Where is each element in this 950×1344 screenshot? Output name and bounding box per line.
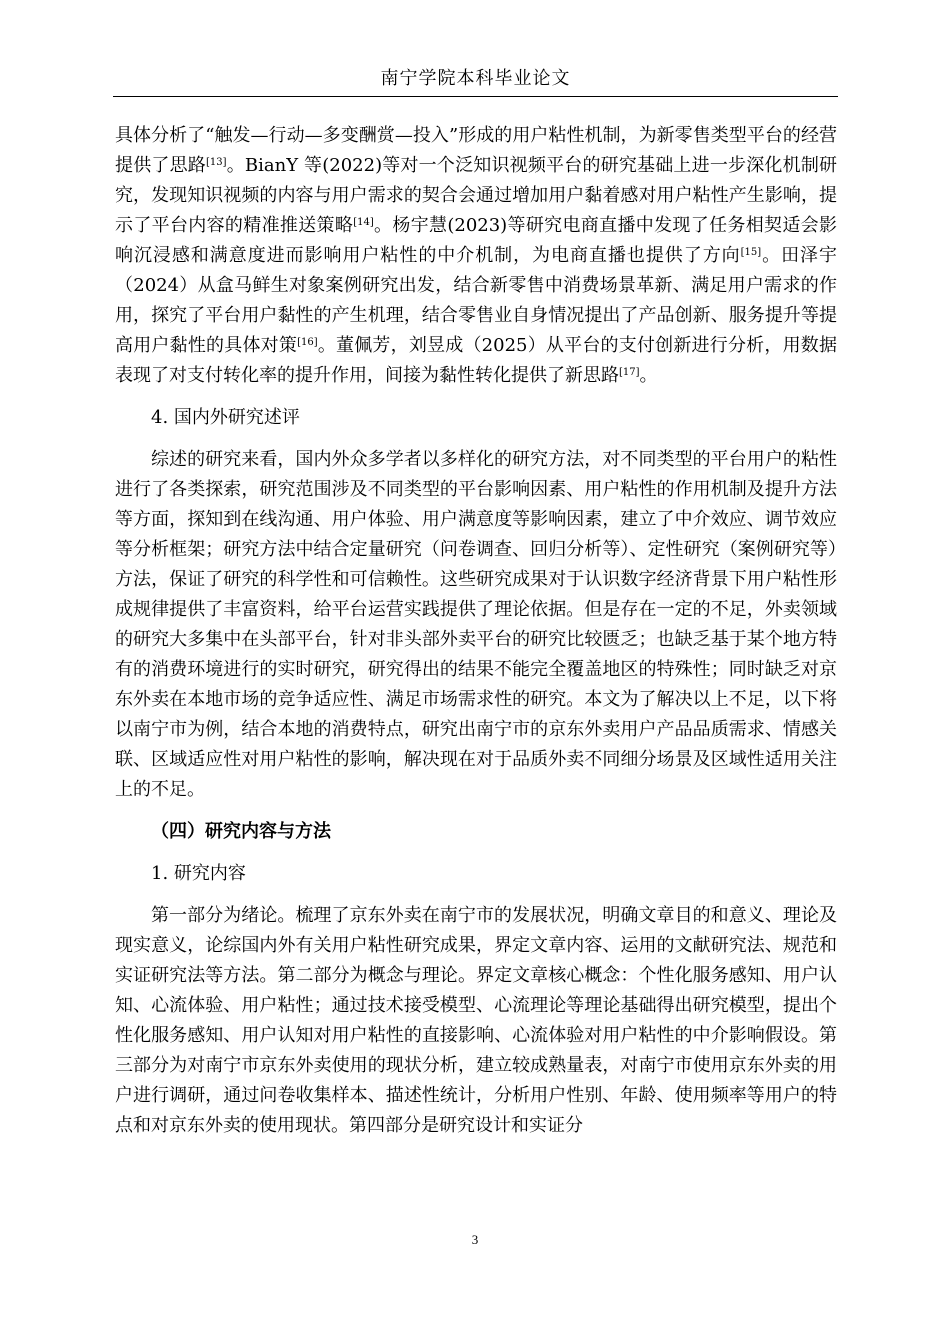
text-segment: 。 — [639, 365, 658, 386]
citation-marker: [15] — [740, 247, 762, 258]
subheading-research-content: 1. 研究内容 — [151, 863, 246, 884]
body-text — [115, 121, 837, 1141]
text-segment: 具体分析了“触发—行动—多变酬赏—投入”形成的用户粘性机制，为新零售类型平台的经营提供了思路 — [115, 125, 837, 176]
citation-marker: [17] — [619, 367, 640, 378]
paragraph-research-content: 第一部分为绪论。梳理了京东外卖在南宁市的发展状况，明确文章目的和意义、理论及现实意义，论综国内外有关用户粘性研究成果，界定文章内容、运用的文献研究法、规范和实证研究法等方法。第二部分为概念与理论。界定文章核心概念：个性化服务感知、用户认知、心流体验、用户粘性；通过技术接受模型、心流理论等理论基础得出研究模型，提出个性化服务感知、用户认知对用户粘性的直接影响、心流体验对用户粘性的中介影响假设。第三部分为对南宁市京东外卖使用的现状分析，建立较成熟量表，对南宁市使用京东外卖的用户进行调研，通过问卷收集样本、描述性统计，分析用户性别、年龄、使用频率等用户的特点和对京东外卖的使用现状。第四部分是研究设计和实证分 — [115, 905, 837, 1136]
header-rule — [113, 96, 838, 97]
citation-marker: [16] — [297, 337, 318, 348]
citation-marker: [14] — [353, 217, 374, 228]
text-segment: 。杨宇慧(2023)等研究电商直播中发现了任务相契适会影响沉浸感和满意度进而影响用户粘性的中介机制，为电商直播也提供了方向 — [115, 215, 838, 266]
page-number: 3 — [471, 1232, 479, 1247]
subheading-review-summary: 4. 国内外研究述评 — [151, 407, 300, 428]
section-heading-research-content-methods: （四）研究内容与方法 — [151, 821, 331, 842]
text-segment: 。田泽宇（2024）从盒马鲜生对象案例研究出发，结合新零售中消费场景革新、满足用户需求的作用，探究了平台用户黏性的产生机理，结合零售业自身情况提出了产品创新、服务提升等提高用户黏性的具体对策 — [115, 245, 838, 356]
paragraph-literature-review-continued — [115, 121, 837, 391]
text-segment: 。董佩芳，刘昱成（2025）从平台的支付创新进行分析，用数据表现了对支付转化率的提升作用，间接为黏性转化提供了新思路 — [115, 335, 838, 386]
page-header: 南宁学院本科毕业论文 — [380, 68, 571, 89]
text-segment: 。BianY 等(2022)等对一个泛知识视频平台的研究基础上进一步深化机制研究，发现知识视频的内容与用户需求的契合会通过增加用户黏着感对用户粘性产生影响，提示了平台内容的精准推送策略 — [115, 155, 838, 236]
citation-marker: [13] — [206, 157, 227, 168]
paragraph-review-summary: 综述的研究来看，国内外众多学者以多样化的研究方法，对不同类型的平台用户的粘性进行了各类探索，研究范围涉及不同类型的平台影响因素、用户粘性的作用机制及提升方法等方面，探知到在线沟通、用户体验、用户满意度等影响因素，建立了中介效应、调节效应等分析框架；研究方法中结合定量研究（问卷调查、回归分析等）、定性研究（案例研究等）方法，保证了研究的科学性和可信赖性。这些研究成果对于认识数字经济背景下用户粘性形成规律提供了丰富资料，给平台运营实践提供了理论依据。但是存在一定的不足，外卖领域的研究大多集中在头部平台，针对非头部外卖平台的研究比较匮乏；也缺乏基于某个地方特有的消费环境进行的实时研究，研究得出的结果不能完全覆盖地区的特殊性；同时缺乏对京东外卖在本地市场的竞争适应性、满足市场需求性的研究。本文为了解决以上不足，以下将以南宁市为例，结合本地的消费特点，研究出南宁市的京东外卖用户产品品质需求、情感关联、区域适应性对用户粘性的影响，解决现在对于品质外卖不同细分场景及区域性适用关注上的不足。 — [115, 449, 837, 800]
